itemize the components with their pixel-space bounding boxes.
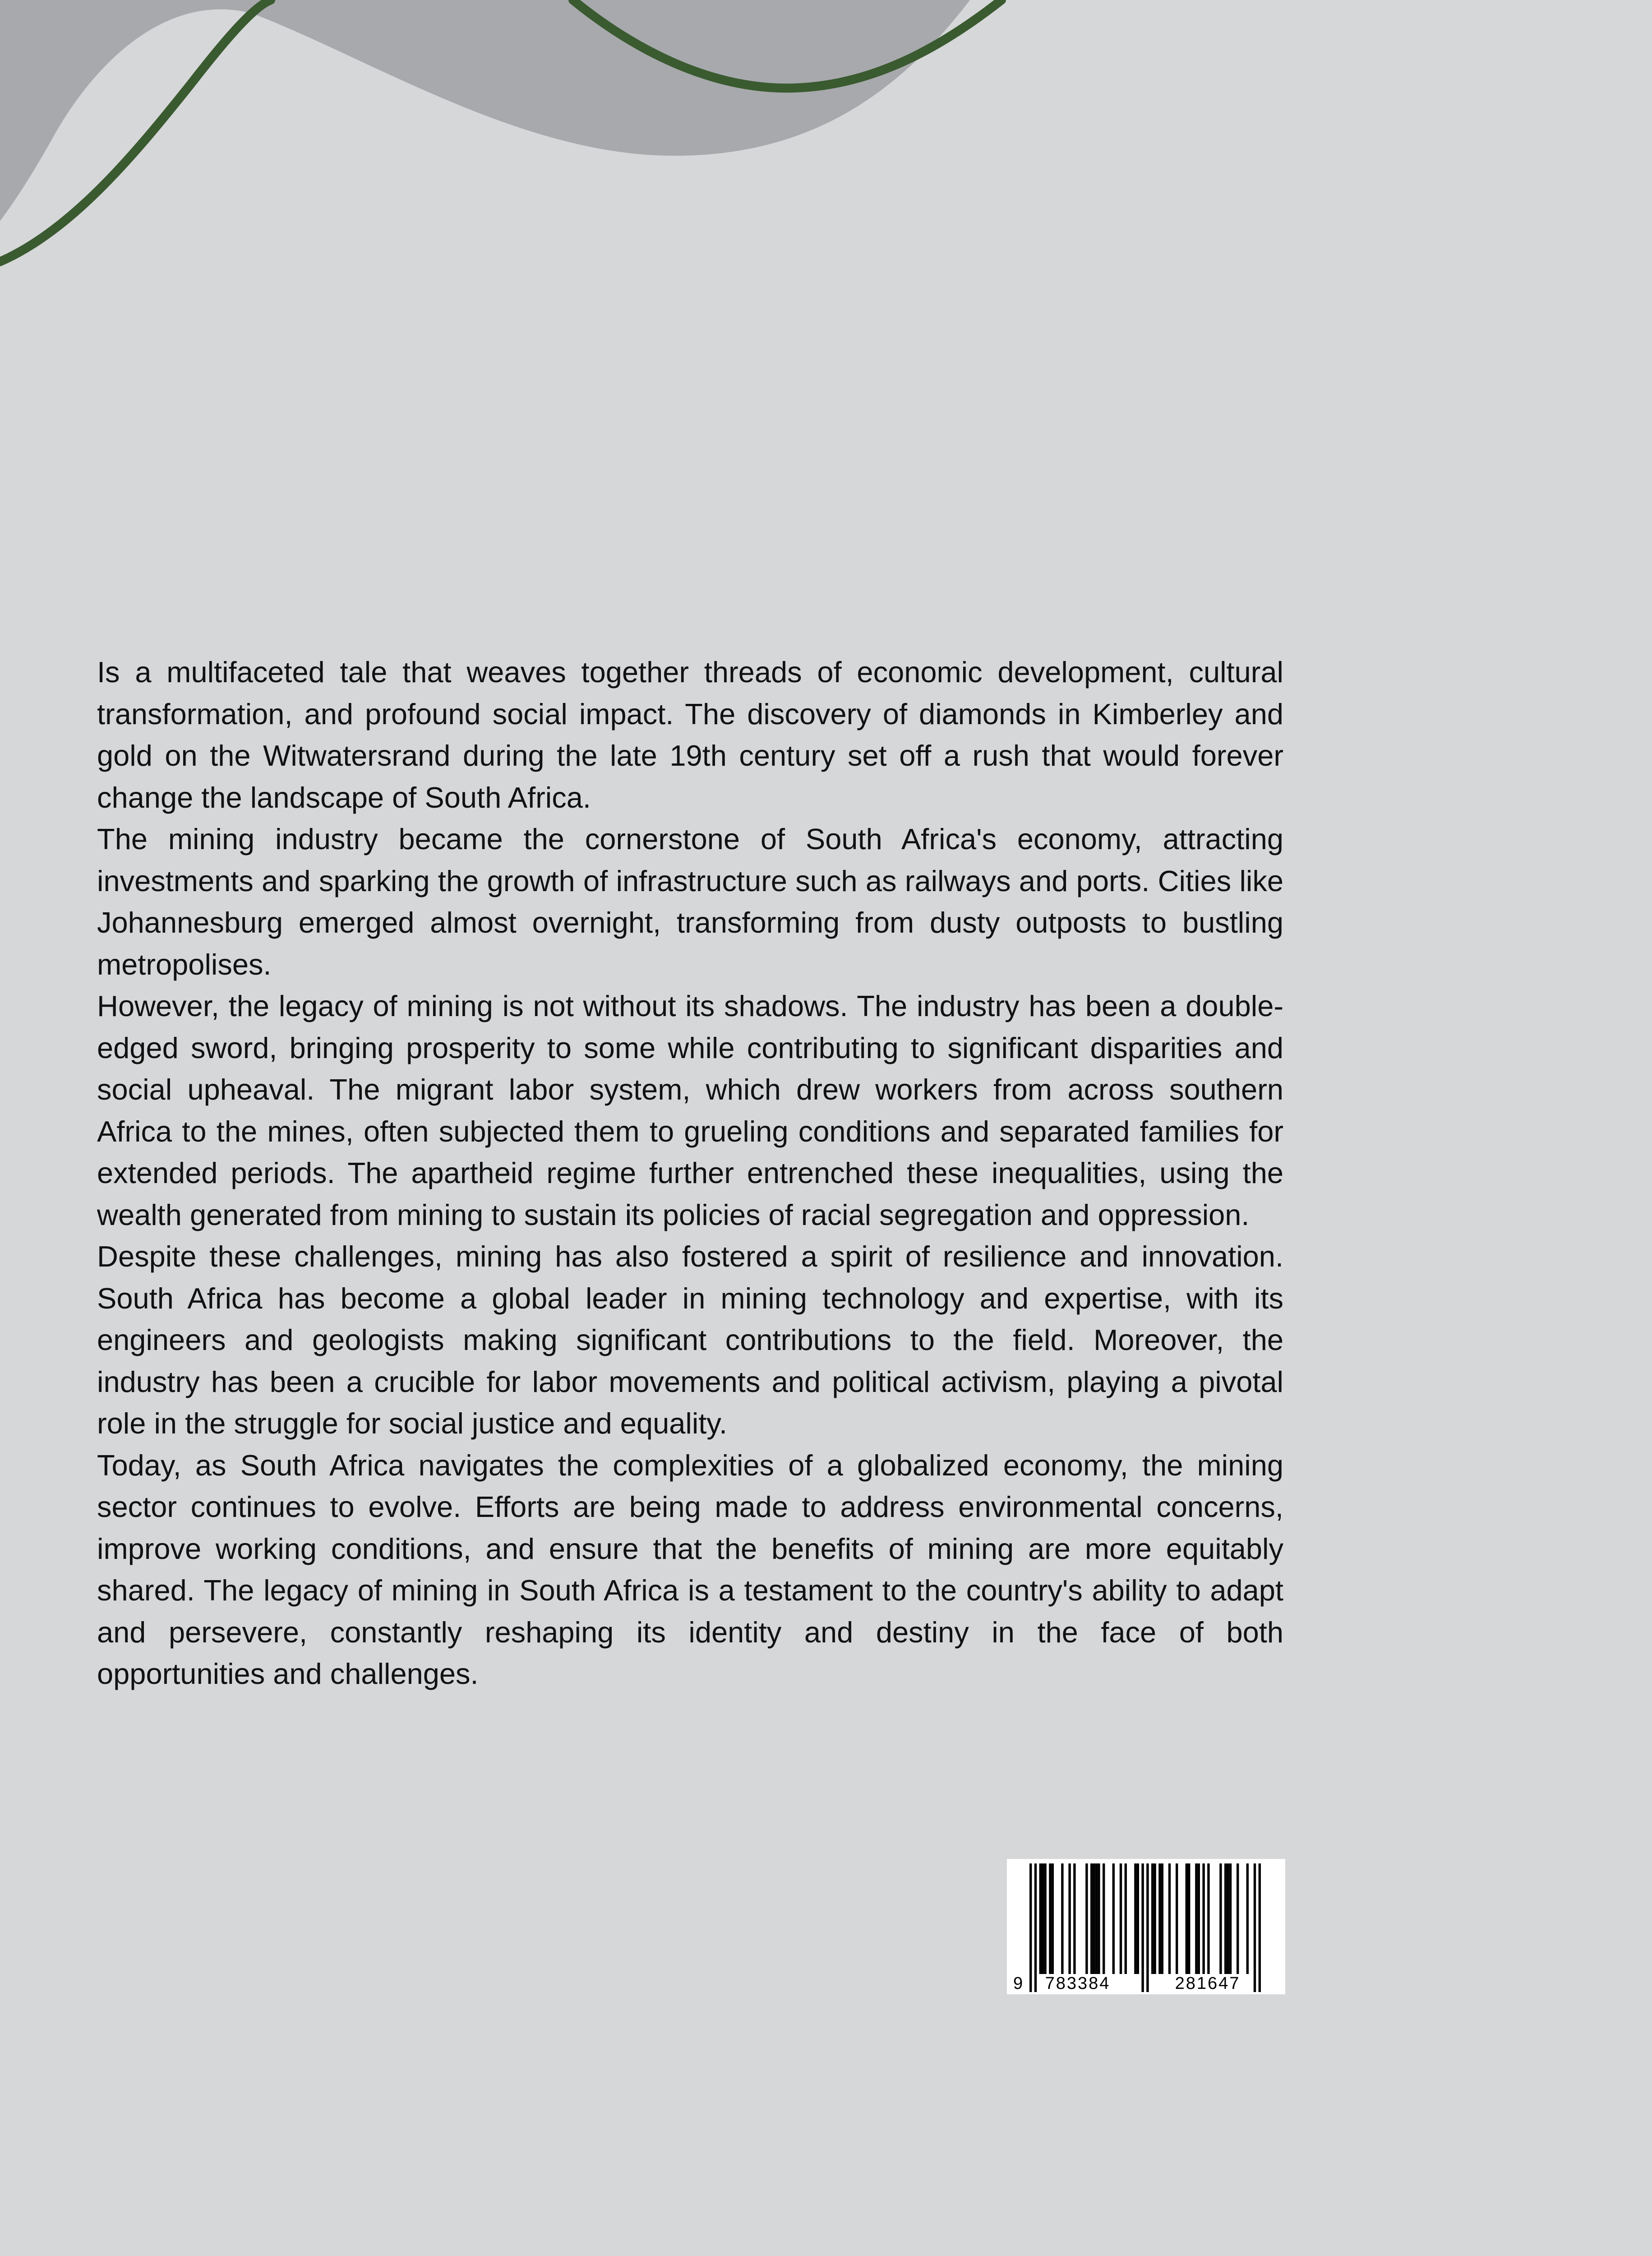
barcode-bar bbox=[1042, 1863, 1044, 1974]
blurb-paragraph: However, the legacy of mining is not without its shadows. The industry has been a double-edged sword, bringing prosperity to some while contributing to significant disparities and social upheaval. The migrant labor system, which drew workers from across southern Africa to the mines, often subjected them to grueling conditions and separated families for extended periods. The apartheid regime further entrenched these inequalities, using the wealth generated from mining to sustain its policies of racial segregation and oppression. bbox=[97, 989, 1283, 1231]
barcode-bar bbox=[1158, 1863, 1161, 1974]
barcode-bar bbox=[1224, 1863, 1227, 1974]
barcode-bar bbox=[1098, 1863, 1100, 1974]
barcode-bar bbox=[1061, 1863, 1063, 1974]
barcode-bar bbox=[1039, 1863, 1042, 1974]
barcode-bar bbox=[1151, 1863, 1154, 1974]
barcode-bar bbox=[1095, 1863, 1098, 1974]
barcode-left-digits: 783384 bbox=[1045, 1974, 1111, 1993]
barcode-bars bbox=[1029, 1863, 1261, 1992]
blurb-text bbox=[97, 652, 1283, 1695]
barcode-bar bbox=[1141, 1863, 1144, 1992]
barcode-bar bbox=[1034, 1863, 1037, 1992]
barcode-bar bbox=[1246, 1863, 1249, 1974]
barcode-bar bbox=[1237, 1863, 1239, 1974]
barcode-bar bbox=[1052, 1863, 1054, 1974]
barcode-right-digits: 281647 bbox=[1175, 1974, 1241, 1993]
barcode-bar bbox=[1188, 1863, 1190, 1974]
blurb-paragraph: The mining industry became the cornerstone of South Africa's economy, attracting investments and sparking the growth of infrastructure such as railways and ports. Cities like Johannesburg emerged almost overnight, transforming from dusty outposts to bustling metropolises. bbox=[97, 823, 1283, 981]
barcode-bar bbox=[1085, 1863, 1088, 1974]
barcode-bar bbox=[1186, 1863, 1188, 1974]
blurb-paragraph: Today, as South Africa navigates the complexities of a globalized economy, the mining sector continues to evolve. Efforts are being made to address environmental concerns, improve working conditions, and ensure that the benefits of mining are more equitably shared. The legacy of mining in South Africa is a testament to the country's ability to adapt and persevere, constantly reshaping its identity and destiny in the face of both opportunities and challenges. bbox=[97, 1448, 1283, 1690]
barcode-bar bbox=[1195, 1863, 1197, 1974]
blurb-paragraph: Despite these challenges, mining has also fostered a spirit of resilience and innovation. South Africa has become a global leader in mining technology and expertise, with its engineers and geologists making significant contributions to the field. Moreover, the industry has been a crucible for labor movements and political activism, playing a pivotal role in the struggle for social justice and equality. bbox=[97, 1240, 1283, 1440]
barcode-bar bbox=[1137, 1863, 1139, 1974]
barcode-bar bbox=[1227, 1863, 1229, 1974]
barcode-bar bbox=[1198, 1863, 1200, 1974]
barcode-bar bbox=[1176, 1863, 1178, 1974]
barcode-bar bbox=[1068, 1863, 1071, 1974]
barcode-bar bbox=[1112, 1863, 1115, 1974]
barcode-bar bbox=[1254, 1863, 1256, 1992]
blurb-paragraph: Is a multifaceted tale that weaves together threads of economic development, cultural transformation, and profound social impact. The discovery of diamonds in Kimberley and gold on the Witwatersrand during the late 19th century set off a rush that would forever change the landscape of South Africa. bbox=[97, 656, 1283, 814]
barcode-bar bbox=[1029, 1863, 1032, 1992]
barcode-bar bbox=[1161, 1863, 1163, 1974]
barcode-bar bbox=[1090, 1863, 1093, 1974]
barcode-bar bbox=[1125, 1863, 1127, 1974]
barcode-bar bbox=[1202, 1863, 1204, 1974]
barcode-bar bbox=[1049, 1863, 1051, 1974]
barcode-bar bbox=[1207, 1863, 1209, 1974]
barcode-bar bbox=[1219, 1863, 1222, 1974]
barcode-bar bbox=[1044, 1863, 1046, 1974]
barcode-bar bbox=[1229, 1863, 1232, 1974]
barcode-lead-digit: 9 bbox=[1013, 1974, 1023, 1993]
barcode-bar bbox=[1073, 1863, 1075, 1974]
barcode-bar bbox=[1093, 1863, 1095, 1974]
barcode-bar bbox=[1259, 1863, 1261, 1992]
decorative-wave-graphic bbox=[0, 0, 1652, 280]
barcode-bar bbox=[1103, 1863, 1105, 1974]
gray-wave-shape bbox=[0, 0, 970, 221]
barcode-bar bbox=[1154, 1863, 1156, 1974]
barcode-bar bbox=[1120, 1863, 1122, 1974]
barcode-bar bbox=[1134, 1863, 1136, 1974]
barcode-bar bbox=[1168, 1863, 1171, 1974]
isbn-barcode bbox=[1007, 1859, 1285, 1994]
barcode-bar bbox=[1146, 1863, 1149, 1992]
